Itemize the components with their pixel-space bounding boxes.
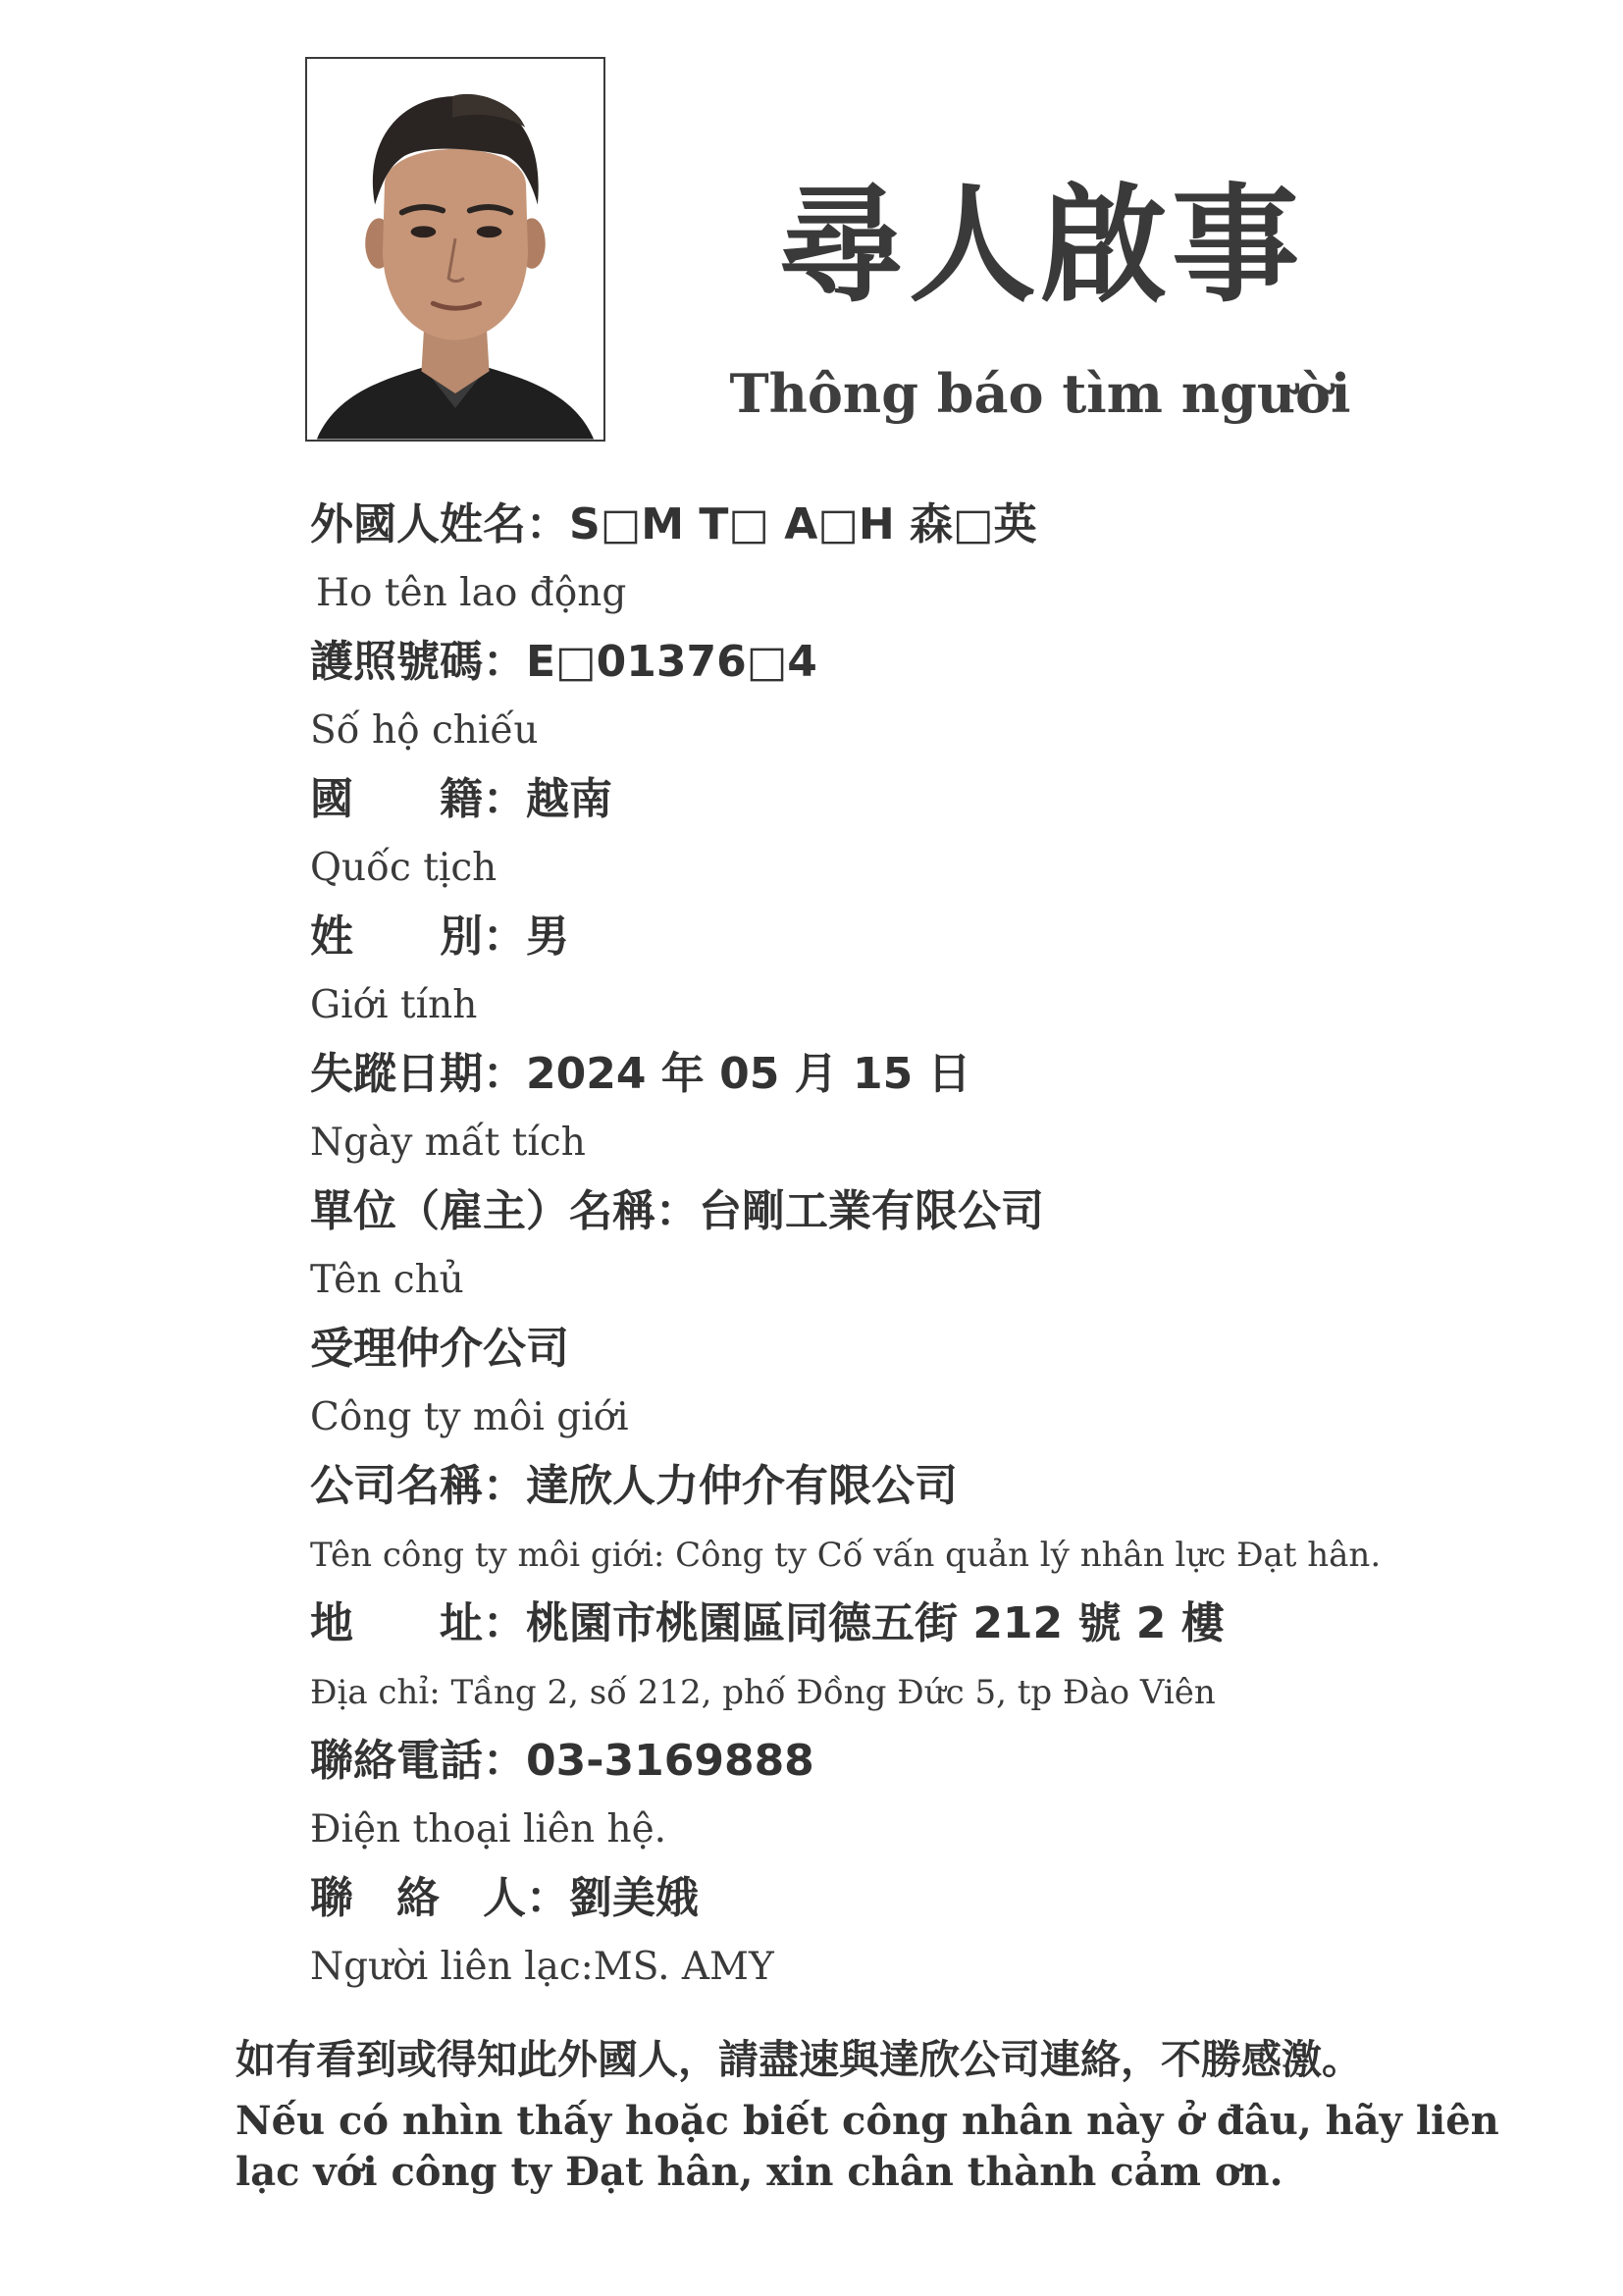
missing-date-label-vi: Ngày mất tích — [310, 1121, 586, 1165]
name-label-vi: Ho tên lao động — [316, 571, 627, 615]
address-vi: Địa chỉ: Tầng 2, số 212, phố Đồng Đức 5, tp Đào Viên — [310, 1673, 1216, 1712]
field-contact-person — [310, 1864, 1537, 2002]
nationality-label-vi: Quốc tịch — [310, 846, 497, 890]
phone-vi: Điện thoại liên hệ. — [310, 1807, 667, 1852]
field-passport — [310, 628, 1537, 765]
notice-title-chinese: 尋人啟事 — [776, 171, 1303, 320]
contact-person-zh: 聯 絡 人：劉美娥 — [310, 1873, 699, 1923]
field-nationality — [310, 765, 1537, 903]
field-gender — [310, 903, 1537, 1040]
field-name — [310, 491, 1537, 628]
field-agency-heading — [310, 1315, 1537, 1452]
contact-person-vi: Người liên lạc:MS. AMY — [310, 1945, 774, 1989]
phone-zh: 聯絡電話：03-3169888 — [310, 1736, 814, 1786]
agency-name-vi: Tên công ty môi giới: Công ty Cố vấn quản lý nhân lực Đạt hân. — [310, 1536, 1382, 1575]
footer-request — [236, 2029, 1541, 2198]
name-label-zh: 外國人姓名：S□M T□ A□H 森□英 — [310, 499, 1037, 549]
field-agency-name — [310, 1452, 1537, 1590]
agency-name-zh: 公司名稱：達欣人力仲介有限公司 — [310, 1461, 958, 1511]
nationality-label-zh: 國 籍：越南 — [310, 774, 612, 824]
footer-request-vi: Nếu có nhìn thấy hoặc biết công nhân này ở đâu, hãy liên lạc với công ty Đạt hân, xin chân thành cảm ơn. — [236, 2098, 1499, 2195]
passport-label-vi: Số hộ chiếu — [310, 708, 539, 753]
field-phone — [310, 1727, 1537, 1864]
employer-label-vi: Tên chủ — [310, 1258, 464, 1302]
missing-date-label-zh: 失蹤日期：2024 年 05 月 15 日 — [310, 1049, 971, 1099]
field-address — [310, 1590, 1537, 1727]
person-details — [310, 491, 1537, 2002]
agency-heading-vi: Công ty môi giới — [310, 1395, 629, 1439]
field-missing-date — [310, 1040, 1537, 1177]
address-zh: 地 址：桃園市桃園區同德五街 212 號 2 樓 — [310, 1598, 1225, 1648]
agency-heading-zh: 受理仲介公司 — [310, 1324, 569, 1374]
passport-label-zh: 護照號碼：E□01376□4 — [310, 637, 817, 687]
gender-label-zh: 姓 別：男 — [310, 912, 569, 962]
gender-label-vi: Giới tính — [310, 983, 478, 1027]
notice-title-vietnamese: Thông báo tìm người — [729, 362, 1351, 425]
footer-request-zh: 如有看到或得知此外國人，請盡速與達欣公司連絡，不勝感激。 — [236, 2036, 1362, 2083]
field-employer — [310, 1177, 1537, 1315]
person-photo — [305, 57, 605, 442]
employer-label-zh: 單位（雇主）名稱：台剛工業有限公司 — [310, 1186, 1044, 1236]
